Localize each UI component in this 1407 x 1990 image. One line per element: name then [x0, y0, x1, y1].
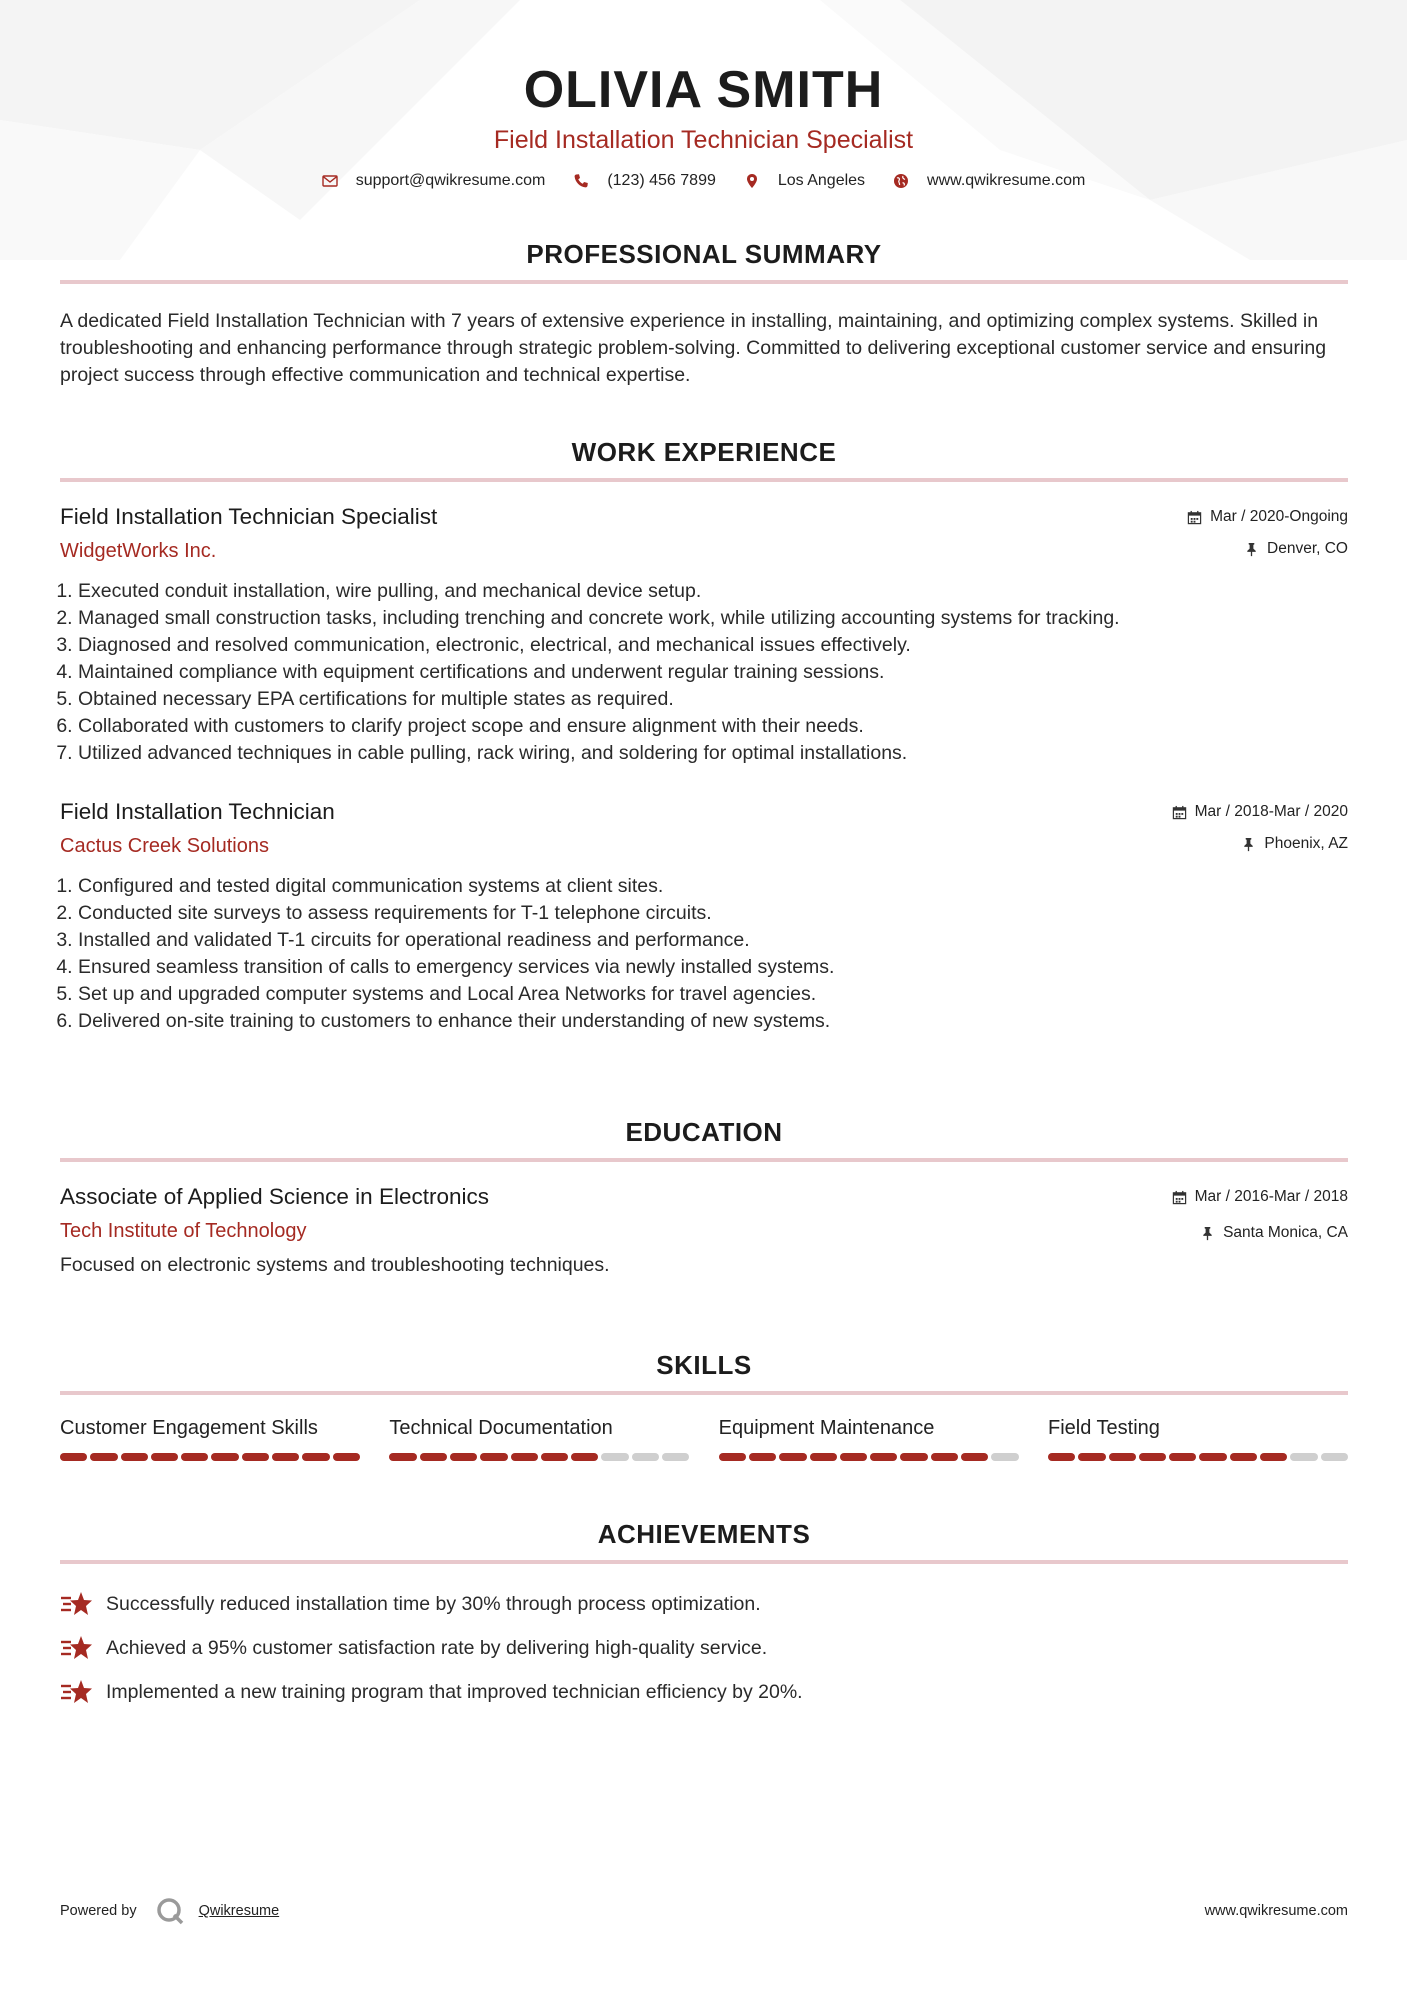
list-item: 3. Installed and validated T-1 circuits for operational readiness and performance. [78, 927, 1348, 954]
skill-segment-filled [749, 1453, 776, 1461]
skill-name: Customer Engagement Skills [60, 1417, 318, 1439]
list-item: 2. Conducted site surveys to assess requirements for T-1 telephone circuits. [78, 900, 1348, 927]
achievement-text: Successfully reduced installation time by 30% through process optimization. [106, 1592, 761, 1615]
skill-segment-filled [211, 1453, 238, 1461]
contact-location [744, 172, 865, 190]
achievement-text: Achieved a 95% customer satisfaction rate by delivering high-quality service. [106, 1636, 768, 1659]
list-item: 3. Diagnosed and resolved communication, electronic, electrical, and mechanical issues effectively. [78, 632, 1348, 659]
skill-level-bar [60, 1453, 360, 1461]
shooting-star-icon [60, 1677, 94, 1707]
skill-item [719, 1415, 1019, 1461]
section-education [60, 1116, 1348, 1279]
skill-segment-filled [302, 1453, 329, 1461]
powered-by-label: Powered by [60, 1903, 137, 1919]
job-role: Field Installation Technician [60, 799, 335, 824]
job-role: Field Installation Technician Specialist [60, 504, 438, 529]
skill-segment-filled [90, 1453, 117, 1461]
skill-segment-filled [389, 1453, 416, 1461]
skill-segment-filled [571, 1453, 598, 1461]
skill-segment-filled [1139, 1453, 1166, 1461]
candidate-name: OLIVIA SMITH [523, 61, 884, 119]
achievement-item [60, 1670, 1348, 1714]
skill-segment-filled [480, 1453, 507, 1461]
skill-level-bar [1048, 1453, 1348, 1461]
skill-name: Equipment Maintenance [718, 1417, 935, 1439]
job-location: Phoenix, AZ [1172, 833, 1348, 855]
skill-segment-filled [961, 1453, 988, 1461]
education-dates: Mar / 2016-Mar / 2018 [1172, 1186, 1348, 1208]
shooting-star-icon [60, 1589, 94, 1619]
website-text: www.qwikresume.com [927, 172, 1086, 189]
skill-segment-filled [931, 1453, 958, 1461]
skill-segment-filled [1078, 1453, 1105, 1461]
duty-list [60, 873, 1348, 1035]
education-entry [60, 1182, 1348, 1279]
skill-segment-filled [60, 1453, 87, 1461]
list-item: 1. Executed conduit installation, wire pulling, and mechanical device setup. [78, 578, 1348, 605]
footer-website[interactable]: www.qwikresume.com [1204, 1903, 1348, 1919]
phone-icon [573, 173, 589, 189]
skill-segment-empty [1290, 1453, 1317, 1461]
list-item: 1. Configured and tested digital communication systems at client sites. [78, 873, 1348, 900]
skill-segment-filled [810, 1453, 837, 1461]
powered-by [60, 1896, 279, 1926]
skill-segment-filled [1048, 1453, 1075, 1461]
skill-item [60, 1415, 360, 1461]
list-item: 6. Delivered on-site training to customers to enhance their understanding of new systems. [78, 1008, 1348, 1035]
section-divider [60, 478, 1348, 482]
achievement-list [60, 1582, 1348, 1714]
skills-grid [60, 1415, 1348, 1461]
section-divider [60, 280, 1348, 284]
section-divider [60, 1158, 1348, 1162]
skill-segment-filled [1260, 1453, 1287, 1461]
phone-text: (123) 456 7899 [607, 172, 716, 189]
skill-segment-filled [272, 1453, 299, 1461]
skill-segment-filled [511, 1453, 538, 1461]
brand-link[interactable]: Qwikresume [198, 1903, 280, 1919]
list-item: 6. Collaborated with customers to clarify project scope and ensure alignment with their needs. [78, 713, 1348, 740]
achievements-heading: ACHIEVEMENTS [597, 1519, 811, 1549]
calendar-icon [1187, 510, 1202, 525]
calendar-icon [1172, 1190, 1187, 1205]
summary-text: A dedicated Field Installation Technician with 7 years of extensive experience in installing, maintaining, and optimizing complex systems. Skilled in troubleshooting and enhancing performance through strategic problem-solving. Committed to delivering exceptional customer service and ensuring project success through effective communication and technical expertise. [60, 310, 1327, 386]
skill-item [1048, 1415, 1348, 1461]
skill-segment-filled [1199, 1453, 1226, 1461]
school-name: Tech Institute of Technology [60, 1220, 307, 1242]
skill-level-bar [719, 1453, 1019, 1461]
list-item: 4. Ensured seamless transition of calls to emergency services via newly installed systems. [78, 954, 1348, 981]
section-divider [60, 1560, 1348, 1564]
skill-segment-filled [719, 1453, 746, 1461]
skill-segment-filled [242, 1453, 269, 1461]
education-location: Santa Monica, CA [1172, 1222, 1348, 1244]
job-company: Cactus Creek Solutions [60, 835, 269, 857]
pushpin-icon [1244, 542, 1259, 557]
pushpin-icon [1200, 1226, 1215, 1241]
skill-segment-empty [662, 1453, 689, 1461]
resume-header [0, 58, 1407, 156]
skill-segment-empty [991, 1453, 1018, 1461]
achievement-text: Implemented a new training program that improved technician efficiency by 20%. [106, 1680, 803, 1703]
section-divider [60, 1391, 1348, 1395]
section-achievements [60, 1518, 1348, 1714]
summary-heading: PROFESSIONAL SUMMARY [526, 239, 882, 269]
candidate-title: Field Installation Technician Specialist [493, 126, 914, 154]
job-company: WidgetWorks Inc. [60, 540, 217, 562]
globe-icon [893, 173, 909, 189]
skill-segment-filled [900, 1453, 927, 1461]
contact-email[interactable] [322, 172, 546, 190]
qwikresume-logo-icon [155, 1896, 185, 1926]
skill-segment-empty [632, 1453, 659, 1461]
skill-segment-filled [870, 1453, 897, 1461]
skill-segment-filled [121, 1453, 148, 1461]
experience-heading: WORK EXPERIENCE [571, 437, 837, 467]
skill-segment-filled [840, 1453, 867, 1461]
skill-segment-empty [601, 1453, 628, 1461]
skill-name: Technical Documentation [389, 1417, 613, 1439]
achievement-item [60, 1626, 1348, 1670]
location-text: Los Angeles [777, 172, 866, 189]
section-skills [60, 1349, 1348, 1461]
education-heading: EDUCATION [625, 1117, 783, 1147]
skill-segment-filled [1169, 1453, 1196, 1461]
skill-name: Field Testing [1047, 1417, 1160, 1439]
duty-list [60, 578, 1348, 767]
skill-segment-filled [1109, 1453, 1136, 1461]
skill-segment-filled [333, 1453, 360, 1461]
contact-phone[interactable] [573, 172, 716, 190]
envelope-icon [322, 173, 338, 189]
skill-segment-empty [1321, 1453, 1348, 1461]
job-entry [60, 502, 1348, 767]
list-item: 4. Maintained compliance with equipment certifications and underwent regular training sessions. [78, 659, 1348, 686]
page-footer [60, 1896, 1348, 1926]
pushpin-icon [1241, 837, 1256, 852]
list-item: 2. Managed small construction tasks, including trenching and concrete work, while utilizing accounting systems for tracking. [78, 605, 1348, 632]
skill-segment-filled [151, 1453, 178, 1461]
map-pin-icon [744, 173, 760, 189]
contact-website[interactable] [893, 172, 1085, 190]
job-entry [60, 797, 1348, 1035]
skill-segment-filled [450, 1453, 477, 1461]
list-item: 5. Obtained necessary EPA certifications for multiple states as required. [78, 686, 1348, 713]
job-location: Denver, CO [1187, 538, 1348, 560]
calendar-icon [1172, 805, 1187, 820]
contact-bar [0, 172, 1407, 190]
email-text: support@qwikresume.com [355, 172, 546, 189]
section-summary [60, 238, 1348, 389]
skill-segment-filled [420, 1453, 447, 1461]
achievement-item [60, 1582, 1348, 1626]
skill-segment-filled [1230, 1453, 1257, 1461]
skill-segment-filled [779, 1453, 806, 1461]
section-work-experience [60, 436, 1348, 1035]
education-description: Focused on electronic systems and troubleshooting techniques. [60, 1254, 610, 1276]
list-item: 5. Set up and upgraded computer systems and Local Area Networks for travel agencies. [78, 981, 1348, 1008]
list-item: 7. Utilized advanced techniques in cable pulling, rack wiring, and soldering for optimal installations. [78, 740, 1348, 767]
job-dates: Mar / 2020-Ongoing [1187, 506, 1348, 528]
skill-item [389, 1415, 689, 1461]
skills-heading: SKILLS [656, 1350, 752, 1380]
degree-title: Associate of Applied Science in Electronics [60, 1184, 489, 1209]
skill-segment-filled [541, 1453, 568, 1461]
job-dates: Mar / 2018-Mar / 2020 [1172, 801, 1348, 823]
skill-level-bar [389, 1453, 689, 1461]
shooting-star-icon [60, 1633, 94, 1663]
skill-segment-filled [181, 1453, 208, 1461]
